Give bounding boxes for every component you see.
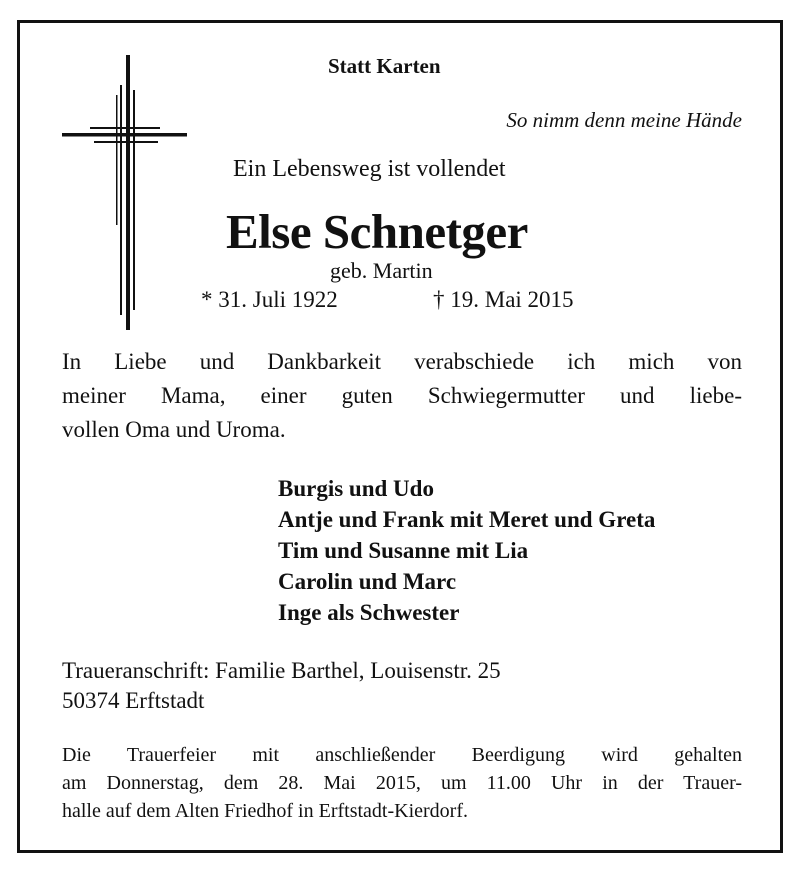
message-line: In Liebe und Dankbarkeit verabschiede ich mich von: [62, 349, 742, 374]
funeral-service-info: [62, 741, 742, 825]
message-line: vollen Oma und Uroma.: [62, 417, 286, 442]
intro-text: Ein Lebensweg ist vollendet: [233, 156, 506, 182]
message-line: meiner Mama, einer guten Schwiegermutter und liebe-: [62, 383, 742, 408]
address-line: 50374 Erftstadt: [62, 688, 205, 713]
mourner-item: Burgis und Udo: [278, 476, 434, 501]
motto: So nimm denn meine Hände: [506, 108, 742, 132]
mourner-item: Tim und Susanne mit Lia: [278, 538, 529, 563]
death-date: † 19. Mai 2015: [433, 287, 574, 312]
mourner-item: Carolin und Marc: [278, 569, 457, 594]
service-line: halle auf dem Alten Friedhof in Erftstadt-Kierdorf.: [62, 800, 468, 822]
service-line: am Donnerstag, dem 28. Mai 2015, um 11.00 Uhr in der Trauer-: [62, 772, 742, 794]
service-line: Die Trauerfeier mit anschließender Beerdigung wird gehalten: [62, 744, 742, 766]
header-statt-karten: Statt Karten: [328, 54, 441, 78]
address-line: Traueranschrift: Familie Barthel, Louisenstr. 25: [62, 658, 501, 683]
mourners-list: [278, 473, 655, 628]
farewell-message: [62, 345, 742, 447]
birth-date: * 31. Juli 1922: [201, 287, 338, 312]
mourner-item: Antje und Frank mit Meret und Greta: [278, 507, 656, 532]
mourner-item: Inge als Schwester: [278, 600, 460, 625]
deceased-name: Else Schnetger: [226, 204, 528, 259]
mourning-address: [62, 656, 501, 716]
cross-icon: [60, 55, 190, 335]
maiden-name: geb. Martin: [330, 258, 433, 283]
